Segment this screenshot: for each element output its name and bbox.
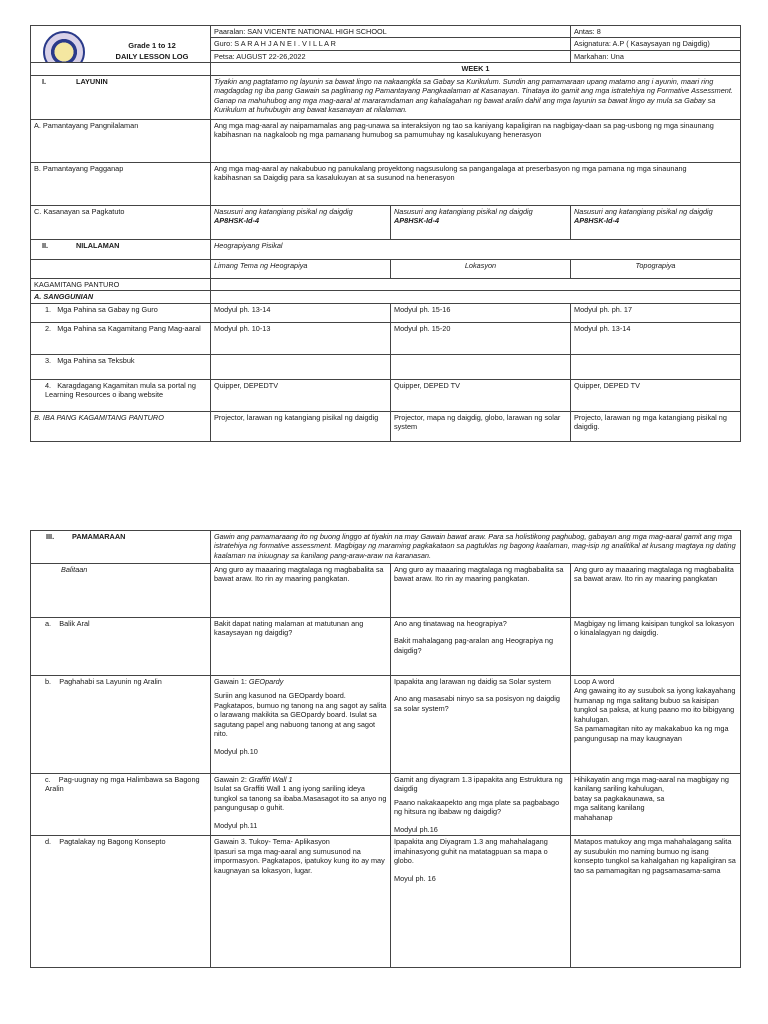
kasanayan-label: C. Kasanayan sa Pagkatuto bbox=[31, 205, 211, 239]
teacher-name: Guro: S A R A H J A N E I . V I L L A R bbox=[211, 38, 571, 50]
karagdagang-cell-3: Quipper, DEPED TV bbox=[571, 379, 741, 411]
iba-pang-cell-2: Projector, mapa ng daigdig, globo, larawan ng solar system bbox=[391, 411, 571, 441]
layunin-heading: I. LAYUNIN bbox=[31, 75, 211, 119]
pamamaraan-heading: III. PAMAMARAAN bbox=[31, 531, 211, 564]
balitaan-cell-2: Ang guro ay maaaring magtalaga ng magbabalita sa bawat araw. Ito rin ay maaring pangkatan. bbox=[391, 564, 571, 618]
nilalaman-heading: II. NILALAMAN bbox=[31, 239, 211, 259]
layunin-text: Tiyakin ang pagtatamo ng layunin sa bawat lingo na nakaangkla sa Gabay sa Kurikulum. Sundin ang pamamaraan upang matamo ang i ayunin, maari ring magdagdag ng iba pang Gawain sa paglinang ng Pamantayang Pangkaalaman at Kasanayan. Tinataya ito gamit ang mga istratehiya ng Formative Assessment. Ganap na mahuhubog ang mga mag-aaral at mararamdaman ang kahalagahan ng bawat aralin dahil ang mga layunin sa bawat lingo ay mula sa Gabay sa Kurikulum at huhubugin ang bawat kasanayan at nilalaman. bbox=[211, 75, 741, 119]
paghahabi-cell-1: Gawain 1: GEOpardy Suriin ang kasunod na GEOpardy board. Pagkatapos, bumuo ng tanong na ang sagot ay salita o larawang makikita sa GEOpardy board. Isulat sa sagutang papel ang nabuong tanong at ang sagot nito. Modyul ph.10 bbox=[211, 676, 391, 774]
iba-pang-kagamitan-label: B. IBA PANG KAGAMITANG PANTURO bbox=[31, 411, 211, 441]
nilalaman-sub-2: Lokasyon bbox=[391, 259, 571, 278]
pamantayang-pagganap-label: B. Pamantayang Pagganap bbox=[31, 162, 211, 205]
balik-aral-cell-3: Magbigay ng limang kaisipan tungkol sa lokasyon o kinalalagyan ng daigdig. bbox=[571, 618, 741, 676]
karagdagang-cell-1: Quipper, DEPEDTV bbox=[211, 379, 391, 411]
pagtalakay-cell-1: Gawain 3. Tukoy- Tema- Aplikasyon Ipasuri sa mga mag-aaral ang sumusunod na impormasyon. Pagkatapos, ipatukoy kung ito ay may kaugnayan sa lokasyon, lugar. bbox=[211, 836, 391, 968]
grade-level: Antas: 8 bbox=[571, 26, 741, 38]
balitaan-label: Balitaan bbox=[31, 564, 211, 618]
lesson-date: Petsa: AUGUST 22-26,2022 bbox=[211, 50, 571, 62]
pagtalakay-cell-3: Matapos matukoy ang mga mahahalagang salita ay susubukin mo naming bumuo ng isang konsepto tungkol sa kahalgahan ng kapaligiran sa tao sa pamamagitan ng pagsamasama-sama bbox=[571, 836, 741, 968]
paghahabi-cell-2: Ipapakita ang larawan ng daidig sa Solar system Ano ang masasabi ninyo sa sa posisyon ng daigdig sa solar system? bbox=[391, 676, 571, 774]
balik-aral-label: a. Balik Aral bbox=[31, 618, 211, 676]
kagamitang-panturo-heading: KAGAMITANG PANTURO bbox=[31, 278, 211, 290]
subject-name: Asignatura: A.P ( Kasaysayan ng Daigdig) bbox=[571, 38, 741, 50]
gabay-guro-cell-3: Modyul ph. ph. 17 bbox=[571, 303, 741, 322]
header-logo-cell bbox=[31, 26, 211, 63]
week-label: WEEK 1 bbox=[211, 63, 741, 75]
mag-aaral-cell-3: Modyul ph. 13-14 bbox=[571, 322, 741, 354]
gabay-guro-cell-2: Modyul ph. 15-16 bbox=[391, 303, 571, 322]
mag-aaral-cell-1: Modyul ph. 10-13 bbox=[211, 322, 391, 354]
kasanayan-cell-1: Nasusuri ang katangiang pisikal ng daigdig AP8HSK-Id-4 bbox=[211, 205, 391, 239]
pag-uugnay-cell-2: Gamit ang diyagram 1.3 ipapakita ang Estruktura ng daigdig Paano nakakaapekto ang mga plate sa pagbabago ng hitsura ng ibabaw ng daigdig? Modyul ph.16 bbox=[391, 774, 571, 836]
pag-uugnay-label: c. Pag-uugnay ng mga Halimbawa sa Bagong Aralin bbox=[31, 774, 211, 836]
sanggunian-heading: A. SANGGUNIAN bbox=[31, 291, 211, 303]
pag-uugnay-cell-1: Gawain 2: Graffiti Wall 1 Isulat sa Graffiti Wall 1 ang iyong sariling ideya tungkol sa tanong sa ibaba.Masasagot ito sa anyo ng pangungusap o guhit. Modyul ph.11 bbox=[211, 774, 391, 836]
grade-range: Grade 1 to 12 bbox=[128, 41, 176, 50]
log-title: DAILY LESSON LOG bbox=[115, 52, 189, 62]
balik-aral-cell-1: Bakit dapat nating malaman at matutunan ang kasaysayan ng daigdig? bbox=[211, 618, 391, 676]
kasanayan-cell-2: Nasusuri ang katangiang pisikal ng daigdig AP8HSK-Id-4 bbox=[391, 205, 571, 239]
pamantayang-pangnilalaman-label: A. Pamantayang Pangnilalaman bbox=[31, 119, 211, 162]
nilalaman-sub-3: Topograpiya bbox=[571, 259, 741, 278]
pamamaraan-text: Gawin ang pamamaraang ito ng buong linggo at tiyakin na may Gawain bawat araw. Para sa holistikong paghubog, gabayan ang mga mag-aaral gamit ang mga istratehiya ng formative assessment. Magbigay ng maraming pagkakataon sa pagtuklas ng bagong kaalaman, mag-isip ng analitikal at kusang magtaya ng dating kaalaman na iniuugnay sa kanilang pang-araw-araw na karanasan. bbox=[211, 531, 741, 564]
mag-aaral-cell-2: Modyul ph. 15-20 bbox=[391, 322, 571, 354]
iba-pang-cell-3: Projecto, larawan ng mga katangiang pisikal ng daigdig. bbox=[571, 411, 741, 441]
balitaan-cell-3: Ang guro ay maaaring magtalaga ng magbabalita sa bawat araw. Ito rin ay maaring pangkatan bbox=[571, 564, 741, 618]
gabay-guro-label: 1. Mga Pahina sa Gabay ng Guro bbox=[31, 303, 211, 322]
karagdagang-cell-2: Quipper, DEPED TV bbox=[391, 379, 571, 411]
pamantayang-pangnilalaman-text: Ang mga mag-aaral ay naipamamalas ang pag-unawa sa interaksiyon ng tao sa kaniyang kapaligiran na nagbigay-daan sa pag-usbong ng mga sinaunang kabihasnan na nagkaloob ng mga pamanang humubog sa pamumuhay ng kasalukuyang henerasyon bbox=[211, 119, 741, 162]
pagtalakay-cell-2: Ipapakita ang Diyagram 1.3 ang mahahalagang imahinasyong guhit na matatagpuan sa mapa o globo. Moyul ph. 16 bbox=[391, 836, 571, 968]
kasanayan-cell-3: Nasusuri ang katangiang pisikal ng daigdig AP8HSK-Id-4 bbox=[571, 205, 741, 239]
paghahabi-cell-3: Loop A word Ang gawaing ito ay susubok sa iyong kakayahang humanap ng mga salitang bubuo sa kaisipan tungkol sa paksa, at kung paano mo ito bibigyang kahulugan. Sa pamamagitan nito ay makakabuo ka ng mga pangungusap na may kaugnayan bbox=[571, 676, 741, 774]
school-name: Paaralan: SAN VICENTE NATIONAL HIGH SCHOOL bbox=[211, 26, 571, 38]
balitaan-cell-1: Ang guro ay maaaring magtalaga ng magbabalita sa bawat araw. Ito rin ay maaring pangkatan. bbox=[211, 564, 391, 618]
nilalaman-sub-1: Limang Tema ng Heograpiya bbox=[211, 259, 391, 278]
kagamitang-mag-aaral-label: 2. Mga Pahina sa Kagamitang Pang Mag-aaral bbox=[31, 322, 211, 354]
pamantayang-pagganap-text: Ang mga mag-aaral ay nakabubuo ng panukalang proyektong nagsusulong sa pangangalaga at preserbasyon ng mga pamana ng mga sinaunang kabihasnan sa Daigdig para sa kasalukuyan at sa susunod na henerasyon bbox=[211, 162, 741, 205]
pagtalakay-label: d. Pagtalakay ng Bagong Konsepto bbox=[31, 836, 211, 968]
teksbuk-label: 3. Mga Pahina sa Teksbuk bbox=[31, 354, 211, 379]
paghahabi-label: b. Paghahabi sa Layunin ng Aralin bbox=[31, 676, 211, 774]
iba-pang-cell-1: Projector, larawan ng katangiang pisikal ng daigdig bbox=[211, 411, 391, 441]
pag-uugnay-cell-3: Hihikayatin ang mga mag-aaral na magbigay ng kanilang sariling kahulugan, batay sa pagkakaunawa, sa mga salitang kanilang mahahanap bbox=[571, 774, 741, 836]
balik-aral-cell-2: Ano ang tinatawag na heograpiya? Bakit mahalagang pag-aralan ang Heograpiya ng daigdig? bbox=[391, 618, 571, 676]
karagdagang-kagamitan-label: 4. Karagdagang Kagamitan mula sa portal ng Learning Resources o ibang website bbox=[31, 379, 211, 411]
nilalaman-topic: Heograpiyang Pisikal bbox=[211, 239, 741, 259]
deped-seal-icon bbox=[43, 31, 85, 63]
lesson-log-table-top bbox=[30, 25, 741, 442]
lesson-log-table-bottom bbox=[30, 530, 741, 968]
quarter-name: Markahan: Una bbox=[571, 50, 741, 62]
header-title-block bbox=[97, 40, 207, 63]
gabay-guro-cell-1: Modyul ph. 13-14 bbox=[211, 303, 391, 322]
